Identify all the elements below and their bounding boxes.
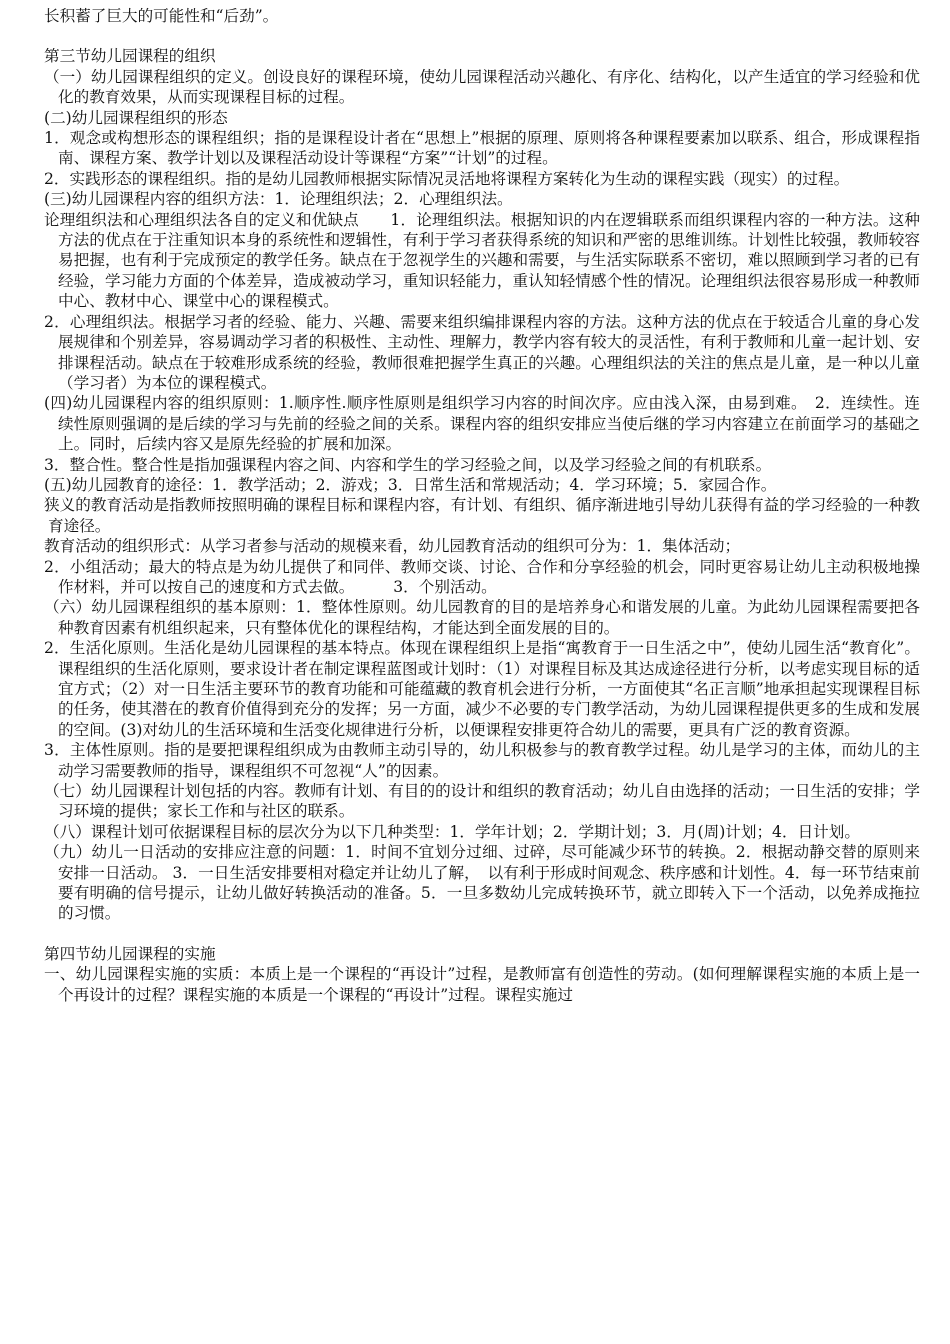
paragraph: （八）课程计划可依据课程目标的层次分为以下几种类型：1．学年计划；2．学期计划；3．月(周)计划；4．日计划。 <box>44 822 860 841</box>
paragraph: 1．观念或构想形态的课程组织；指的是课程设计者在“思想上”根据的原理、原则将各种课程要素加以联系、组合，形成课程指南、课程方案、教学计划以及课程活动设计等课程“方案”“计划”的过程。 <box>44 129 920 168</box>
paragraph: (四)幼儿园课程内容的组织原则：1.顺序性.顺序性原则是组织学习内容的时间次序。应由浅入深，由易到难。 2．连续性。连续性原则强调的是后续的学习与先前的经验之间的关系。课程内容的组织安排应当使后继的学习内容建立在前面学习的基础之上。同时，后续内容又是原先经验的扩展和加深。 <box>44 394 920 454</box>
paragraph: （九）幼儿一日活动的安排应注意的问题：1．时间不宜划分过细、过碎，尽可能减少环节的转换。2．根据动静交替的原则来安排一日活动。 3．一日生活安排要相对稳定并让幼儿了解， 以有利于形成时间观念、秩序感和计划性。4．每一环节结束前要有明确的信号提示，让幼儿做好转换活动的准备。5．一旦多数幼儿完成转换环节，就立即转入下一个活动，以免养成拖拉的习惯。 <box>44 843 920 923</box>
paragraph: 2．小组活动；最大的特点是为幼儿提供了和同伴、教师交谈、讨论、合作和分享经验的机会，同时更容易让幼儿主动积极地操作材料，并可以按自己的速度和方式去做。 3．个别活动。 <box>44 557 920 596</box>
spacer <box>44 26 920 46</box>
paragraph: （七）幼儿园课程计划包括的内容。教师有计划、有目的的设计和组织的教育活动；幼儿自由选择的活动；一日生活的安排；学习环境的提供；家长工作和与社区的联系。 <box>44 782 920 821</box>
paragraph: 3．主体性原则。指的是要把课程组织成为由教师主动引导的，幼儿积极参与的教育教学过程。幼儿是学习的主体，而幼儿的主动学习需要教师的指导，课程组织不可忽视“人”的因素。 <box>44 741 920 780</box>
paragraph: 教育活动的组织形式：从学习者参与活动的规模来看，幼儿园教育活动的组织可分为：1．集体活动； <box>44 537 741 556</box>
text-line: 长积蓄了巨大的可能性和“后劲”。 <box>44 7 279 25</box>
paragraph: (五)幼儿园教育的途径：1．教学活动；2．游戏；3．日常生活和常规活动；4．学习环境；5．家园合作。 <box>44 475 777 494</box>
paragraph: （六）幼儿园课程组织的基本原则：1．整体性原则。幼儿园教育的目的是培养身心和谐发展的儿童。为此幼儿园课程需要把各种教育因素有机组织起来，只有整体优化的课程结构，才能达到全面发展的目的。 <box>44 598 920 637</box>
paragraph: 2．实践形态的课程组织。指的是幼儿园教师根据实际情况灵活地将课程方案转化为生动的课程实践（现实）的过程。 <box>44 169 850 188</box>
paragraph: (三)幼儿园课程内容的组织方法：1．论理组织法；2．心理组织法。 <box>44 190 513 209</box>
section-heading-3: 第三节幼儿园课程的组织 <box>44 47 216 66</box>
paragraph: 2．心理组织法。根据学习者的经验、能力、兴趣、需要来组织编排课程内容的方法。这种方法的优点在于较适合儿童的身心发展规律和个别差异，容易调动学习者的积极性、主动性、理解力，教学内容有较大的灵活性，有利于教师和儿童一起计划、安排课程活动。缺点在于较难形成系统的经验，教师很难把握学生真正的兴趣。心理组织法的关注的焦点是儿童，是一种以儿童（学习者）为本位的课程模式。 <box>44 312 920 392</box>
paragraph: 3．整合性。整合性是指加强课程内容之间、内容和学生的学习经验之间，以及学习经验之间的有机联系。 <box>44 455 772 474</box>
spacer <box>44 924 920 944</box>
paragraph: 狭义的教育活动是指教师按照明确的课程目标和课程内容，有计划、有组织、循序渐进地引导幼儿获得有益的学习经验的一种教育途径。 <box>44 496 920 535</box>
paragraph: (二)幼儿园课程组织的形态 <box>44 108 228 127</box>
paragraph: 2．生活化原则。生活化是幼儿园课程的基本特点。体现在课程组织上是指“寓教育于一日生活之中”，使幼儿园生活“教育化”。课程组织的生活化原则，要求设计者在制定课程蓝图或计划时：（1）对课程目标及其达成途径进行分析，以考虑实现目标的适宜方式；（2）对一日生活主要环节的教育功能和可能蕴藏的教育机会进行分析，一方面使其“名正言顺”地承担起实现课程目标的任务，使其潜在的教育价值得到充分的发挥；另一方面，减少不必要的专门教学活动，为幼儿园课程提供更多的生成和发展的空间。(3)对幼儿的生活环境和生活变化规律进行分析，以便课程安排更符合幼儿的需要，更具有广泛的教育资源。 <box>44 639 920 739</box>
paragraph: （一）幼儿园课程组织的定义。创设良好的课程环境，使幼儿园课程活动兴趣化、有序化、结构化，以产生适宜的学习经验和优化的教育效果，从而实现课程目标的过程。 <box>44 67 920 107</box>
paragraph: 一、幼儿园课程实施的实质：本质上是一个课程的“再设计”过程，是教师富有创造性的劳动。(如何理解课程实施的本质上是一个再设计的过程？课程实施的本质是一个课程的“再设计”过程。课程实施过 <box>44 965 920 1004</box>
section-heading-4: 第四节幼儿园课程的实施 <box>44 944 216 963</box>
paragraph: 论理组织法和心理组织法各自的定义和优缺点 1．论理组织法。根据知识的内在逻辑联系而组织课程内容的一种方法。这种方法的优点在于注重知识本身的系统性和逻辑性，有利于学习者获得系统的知识和严密的思维训练。计划性比较强，教师较容易把握，也有利于完成预定的教学任务。缺点在于忽视学生的兴趣和需要，与生活实际联系不密切，难以照顾到学习者的已有经验，学习能力方面的个体差异，造成被动学习，重知识轻能力，重认知轻情感个性的情况。论理组织法很容易形成一种教师中心、教材中心、课堂中心的课程模式。 <box>44 210 920 311</box>
